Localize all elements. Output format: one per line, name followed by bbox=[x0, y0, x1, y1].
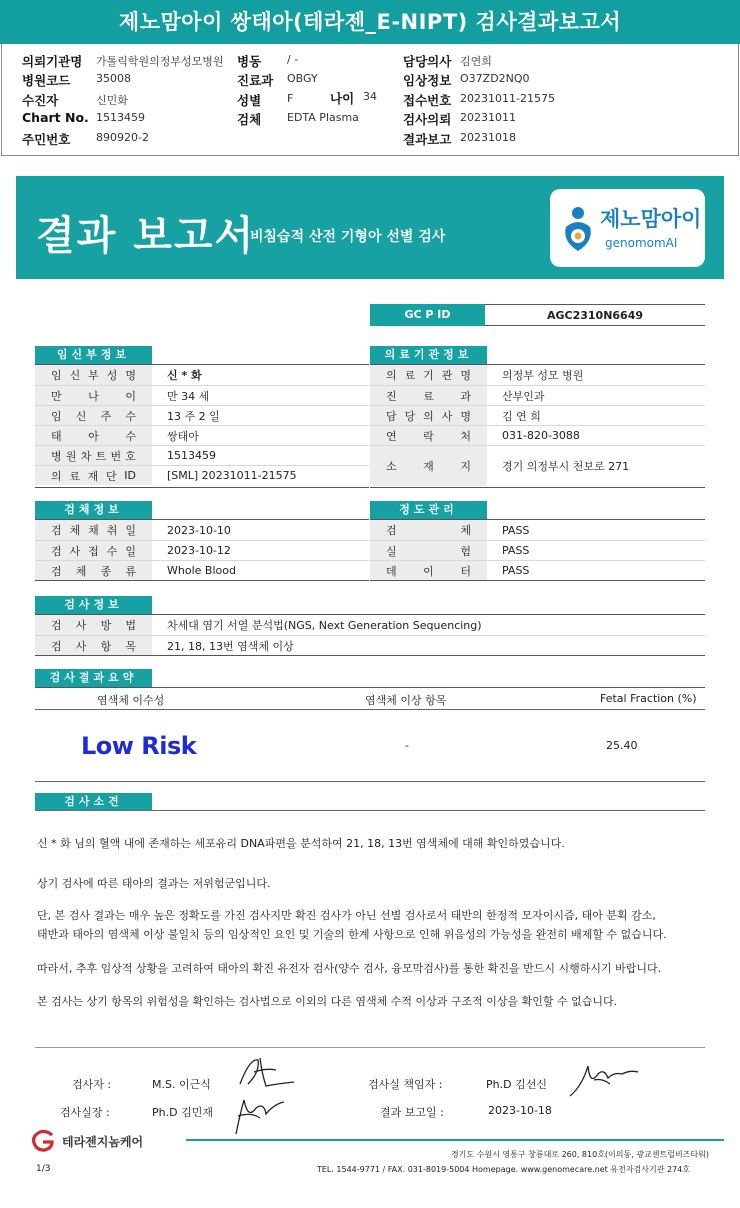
info-label bbox=[370, 365, 487, 385]
summary-col-ff: Fetal Fraction (%) bbox=[600, 692, 697, 705]
opinion-line: 본 검사는 상기 항목의 위험성을 확인하는 검사법으로 이외의 다른 염색체 수적 이상과 구조적 이상을 확인할 수 없습니다. bbox=[37, 995, 618, 1008]
report-banner bbox=[16, 176, 724, 279]
header-label: 접수번호 bbox=[403, 93, 452, 108]
info-value: 차세대 염기 서열 분석법(NGS, Next Generation Sequencing) bbox=[167, 619, 482, 632]
info-label bbox=[370, 426, 487, 445]
header-label: 결과보고 bbox=[403, 132, 452, 147]
label-char: 료 bbox=[69, 469, 80, 483]
label-char: 목 bbox=[125, 639, 136, 653]
label-char: 재 bbox=[423, 460, 434, 473]
info-label bbox=[35, 386, 152, 405]
info-value: PASS bbox=[502, 564, 530, 577]
section-pregnant-info: 임신부정보 bbox=[35, 346, 152, 364]
header-label: 병동 bbox=[237, 54, 262, 69]
risk-result: Low Risk bbox=[81, 732, 197, 760]
info-row bbox=[35, 635, 705, 655]
header-label: 검체 bbox=[237, 112, 262, 127]
label-char: 법 bbox=[125, 619, 136, 632]
info-row bbox=[35, 465, 369, 485]
genomom-logo bbox=[550, 189, 705, 267]
info-value: 2023-10-12 bbox=[167, 544, 231, 557]
label-char: 신 bbox=[75, 409, 87, 423]
info-row bbox=[370, 445, 705, 486]
label-char: 종 bbox=[100, 564, 112, 578]
header-value: EDTA Plasma bbox=[287, 111, 359, 124]
age-value: 34 bbox=[363, 90, 377, 103]
gcp-id-value: AGC2310N6649 bbox=[485, 304, 705, 326]
info-row bbox=[370, 425, 705, 445]
label-char: 임 bbox=[51, 409, 62, 423]
label-char: 담 bbox=[386, 409, 397, 423]
label-char: 사 bbox=[75, 639, 87, 653]
info-label bbox=[370, 541, 487, 560]
director-signature bbox=[566, 1058, 640, 1100]
label-char: 료 bbox=[423, 389, 434, 403]
header-value: 35008 bbox=[96, 72, 131, 85]
label-char: 관 bbox=[441, 369, 453, 382]
label-char: 의 bbox=[51, 469, 62, 483]
company-name: 테라젠지놈케어 bbox=[62, 1135, 144, 1149]
info-value: 산부인과 bbox=[502, 389, 545, 403]
banner-subtitle: 비침습적 산전 기형아 선별 검사 bbox=[250, 229, 446, 245]
info-label bbox=[35, 541, 152, 560]
info-label bbox=[35, 446, 152, 465]
info-label bbox=[370, 406, 487, 425]
info-row bbox=[35, 425, 369, 445]
label-char: 채 bbox=[88, 524, 99, 537]
header-label: 검사의뢰 bbox=[403, 112, 452, 127]
label-char: 이 bbox=[423, 564, 434, 578]
label-char: 번 bbox=[110, 449, 122, 463]
label-char: 료 bbox=[404, 369, 416, 382]
header-label: 성별 bbox=[237, 93, 262, 108]
label-char: 부 bbox=[88, 369, 99, 382]
label-char: 접 bbox=[88, 544, 99, 558]
header-label: 담당의사 bbox=[403, 54, 452, 69]
header-label: 임상정보 bbox=[403, 73, 452, 88]
info-row bbox=[35, 385, 369, 405]
label-char: 이 bbox=[125, 389, 136, 403]
label-char: 병 bbox=[51, 449, 62, 463]
info-value: 의정부 성모 병원 bbox=[502, 369, 584, 382]
banner-title: 결과 보고서 bbox=[36, 213, 256, 259]
chief-label: 검사실장 : bbox=[60, 1106, 110, 1119]
patient-header bbox=[1, 44, 739, 156]
label-char: 검 bbox=[51, 564, 62, 578]
label-char: 취 bbox=[106, 524, 118, 537]
label-char: 험 bbox=[460, 544, 471, 558]
section-summary: 검사결과요약 bbox=[35, 669, 152, 687]
opinion-line: 태반과 태아의 염색체 이상 불일치 등의 임상적인 요인 및 기술의 한계 사항으로 인해 위음성의 가능성을 완전히 배제할 수 없습니다. bbox=[37, 928, 667, 941]
page-number: 1/3 bbox=[36, 1164, 51, 1174]
report-date: 2023-10-18 bbox=[488, 1104, 552, 1117]
g-logo-icon bbox=[30, 1130, 58, 1152]
info-value: 13 주 2 일 bbox=[167, 409, 220, 423]
info-value: 21, 18, 13번 염색체 이상 bbox=[167, 639, 294, 653]
label-char: 만 bbox=[51, 389, 62, 403]
institution-info-table bbox=[370, 364, 705, 488]
info-label bbox=[35, 561, 152, 580]
section-institution-info: 의료기관정보 bbox=[370, 346, 487, 364]
info-value: 만 34 세 bbox=[167, 389, 210, 403]
label-char: 호 bbox=[125, 449, 136, 463]
header-value: 20231018 bbox=[460, 131, 516, 144]
info-row bbox=[370, 520, 705, 540]
opinion-line: 상기 검사에 따른 태아의 결과는 저위험군입니다. bbox=[37, 877, 271, 890]
info-value: 쌍태아 bbox=[167, 429, 199, 443]
info-row bbox=[370, 405, 705, 425]
header-value: O37ZD2NQ0 bbox=[460, 72, 530, 85]
header-value: 1513459 bbox=[96, 111, 145, 124]
label-char: 과 bbox=[460, 389, 471, 403]
info-row bbox=[35, 560, 369, 580]
label-char: 기 bbox=[423, 369, 434, 382]
info-value: 031-820-3088 bbox=[502, 429, 580, 442]
header-label: 진료과 bbox=[237, 73, 274, 88]
header-label: 병원코드 bbox=[22, 73, 71, 88]
opinion-line: 따라서, 추후 임상적 상황을 고려하여 태아의 확진 유전자 검사(양수 검사, 융모막검사)를 통한 확진을 반드시 시행하시기 바랍니다. bbox=[37, 962, 662, 975]
director-name: Ph.D 김선신 bbox=[486, 1078, 547, 1091]
header-label: 주민번호 bbox=[22, 132, 71, 147]
tester-label: 검사자 : bbox=[72, 1078, 112, 1091]
age-label: 나이 bbox=[330, 91, 355, 106]
header-value: 김연희 bbox=[460, 55, 492, 68]
fetal-fraction-value: 25.40 bbox=[606, 739, 638, 752]
info-row bbox=[35, 520, 369, 540]
label-char: 검 bbox=[386, 524, 397, 537]
label-char: 실 bbox=[386, 544, 397, 558]
summary-table bbox=[35, 687, 705, 782]
label-char: 체 bbox=[69, 524, 81, 537]
header-label: Chart No. bbox=[22, 110, 89, 125]
abnormal-value: - bbox=[405, 739, 409, 752]
opinion-line: 신 * 화 님의 혈액 내에 존재하는 세포유리 DNA파편을 분석하여 21, 18, 13번 염색체에 대해 확인하였습니다. bbox=[37, 837, 565, 850]
section-specimen-info: 검체정보 bbox=[35, 501, 152, 519]
label-char: 방 bbox=[100, 619, 112, 632]
label-char: 사 bbox=[75, 619, 87, 632]
opinion-line: 단, 본 검사 결과는 매우 높은 정확도를 가진 검사지만 확진 검사가 아닌 선별 검사로서 태반의 한정적 모자이시즘, 태아 분획 감소, bbox=[37, 909, 656, 922]
director-label: 검사실 책임자 : bbox=[368, 1078, 443, 1091]
info-value: 1513459 bbox=[167, 449, 216, 462]
info-row bbox=[370, 540, 705, 560]
tester-signature bbox=[236, 1054, 298, 1090]
label-char: 락 bbox=[423, 429, 434, 443]
info-value: 경기 의정부시 천보로 271 bbox=[502, 460, 630, 473]
footer-contact: TEL. 1544-9771 / FAX. 031-8019-5004 Homepage. www.genomecare.net 유전자검사기관 274호 bbox=[316, 1165, 690, 1174]
signature-divider bbox=[35, 1047, 705, 1048]
label-char: 명 bbox=[460, 409, 471, 423]
info-row bbox=[35, 405, 369, 425]
label-char: 검 bbox=[51, 524, 62, 537]
chief-signature bbox=[230, 1094, 290, 1138]
info-label bbox=[370, 386, 487, 405]
header-value: 신민화 bbox=[96, 94, 128, 107]
label-char: 수 bbox=[106, 544, 118, 558]
info-value: Whole Blood bbox=[167, 564, 236, 577]
info-label bbox=[35, 520, 152, 540]
header-value: 20231011-21575 bbox=[460, 92, 555, 105]
info-label bbox=[35, 406, 152, 425]
logo-english: genomomAI bbox=[605, 236, 678, 250]
gcp-id-label: GC P ID bbox=[370, 304, 485, 326]
label-char: 처 bbox=[460, 429, 471, 443]
label-char: 데 bbox=[386, 564, 397, 578]
header-value: 20231011 bbox=[460, 111, 516, 124]
info-value: 2023-10-10 bbox=[167, 523, 231, 537]
report-date-label: 결과 보고일 : bbox=[380, 1106, 444, 1119]
info-label bbox=[370, 561, 487, 580]
label-char: 지 bbox=[460, 460, 471, 473]
info-label bbox=[370, 520, 487, 540]
section-qc: 정도관리 bbox=[370, 501, 487, 519]
label-char: 임 bbox=[51, 369, 62, 382]
specimen-info-table bbox=[35, 519, 369, 581]
info-value: [SML] 20231011-21575 bbox=[167, 469, 297, 482]
info-label bbox=[35, 615, 152, 635]
label-char: 의 bbox=[386, 369, 397, 382]
summary-col-aneuploidy: 염색체 이수성 bbox=[97, 694, 165, 707]
label-char: 수 bbox=[125, 409, 136, 423]
label-char: 검 bbox=[51, 639, 62, 653]
info-label bbox=[35, 466, 152, 485]
label-char: 항 bbox=[100, 639, 112, 653]
label-char: 나 bbox=[88, 389, 99, 403]
label-char: 사 bbox=[441, 409, 453, 423]
info-row bbox=[35, 615, 705, 635]
chief-name: Ph.D 김민재 bbox=[152, 1106, 213, 1119]
info-label bbox=[35, 365, 152, 385]
info-row bbox=[35, 365, 369, 385]
label-char: 의 bbox=[423, 409, 434, 423]
info-value: 김 연 희 bbox=[502, 409, 541, 423]
logo-korean: 제노맘아이 bbox=[600, 207, 702, 231]
label-char: 체 bbox=[460, 524, 471, 537]
info-value: PASS bbox=[502, 544, 530, 557]
label-char: 체 bbox=[75, 564, 87, 578]
label-char: 일 bbox=[125, 544, 136, 558]
info-row bbox=[35, 540, 369, 560]
info-label bbox=[35, 426, 152, 445]
test-info-table bbox=[35, 614, 705, 656]
header-value: 890920-2 bbox=[96, 131, 149, 144]
label-char: 류 bbox=[125, 564, 136, 578]
pregnant-info-table bbox=[35, 364, 369, 488]
label-char: 아 bbox=[88, 429, 99, 443]
info-label bbox=[370, 446, 487, 486]
info-row bbox=[370, 560, 705, 580]
label-char: 명 bbox=[460, 369, 471, 382]
label-char: 원 bbox=[65, 449, 77, 463]
label-char: 연 bbox=[386, 429, 397, 443]
section-test-info: 검사정보 bbox=[35, 596, 152, 614]
tester-name: M.S. 이근식 bbox=[152, 1078, 211, 1091]
header-value: 가톨릭학원의정부성모병원 bbox=[96, 55, 224, 68]
label-char: 사 bbox=[69, 544, 81, 558]
report-title-bar: 제노맘아이 쌍태아(테라젠_E-NIPT) 검사결과보고서 bbox=[0, 0, 740, 44]
label-char: 재 bbox=[87, 469, 99, 483]
header-value: OBGY bbox=[287, 72, 318, 85]
label-char: 단 bbox=[105, 469, 117, 483]
label-char: 터 bbox=[460, 564, 471, 578]
info-value: 신 * 화 bbox=[167, 369, 202, 382]
section-opinion: 검사소견 bbox=[35, 793, 152, 811]
info-value: PASS bbox=[502, 523, 530, 537]
label-char: 검 bbox=[51, 544, 62, 558]
label-char: 트 bbox=[95, 449, 107, 463]
label-char: 태 bbox=[51, 429, 62, 443]
label-char: 소 bbox=[386, 460, 397, 473]
info-row bbox=[35, 445, 369, 465]
header-label: 수진자 bbox=[22, 93, 59, 108]
footer-address: 경기도 수원시 영통구 창룡대로 260, 810호(이의동, 광교센트럴비즈타워) bbox=[450, 1150, 709, 1159]
header-value: / - bbox=[287, 53, 299, 66]
label-char: 진 bbox=[386, 389, 397, 403]
mother-baby-icon bbox=[560, 205, 596, 253]
info-row bbox=[370, 385, 705, 405]
label-char: 신 bbox=[69, 369, 81, 382]
label-char: 수 bbox=[125, 429, 136, 443]
label-char: 일 bbox=[125, 524, 136, 537]
header-label: 의뢰기관명 bbox=[22, 54, 83, 69]
label-char: ID bbox=[124, 469, 136, 482]
summary-col-abnormal: 염색체 이상 항목 bbox=[365, 694, 447, 707]
qc-table bbox=[370, 519, 705, 581]
label-char: 성 bbox=[106, 369, 118, 382]
label-char: 차 bbox=[80, 449, 92, 463]
label-char: 주 bbox=[100, 409, 112, 423]
info-label bbox=[35, 636, 152, 655]
header-value: F bbox=[287, 92, 294, 105]
opinion-divider bbox=[35, 810, 705, 811]
info-row bbox=[370, 365, 705, 385]
label-char: 검 bbox=[51, 619, 62, 632]
label-char: 당 bbox=[404, 409, 416, 423]
footer-line bbox=[186, 1139, 724, 1141]
label-char: 명 bbox=[125, 369, 136, 382]
